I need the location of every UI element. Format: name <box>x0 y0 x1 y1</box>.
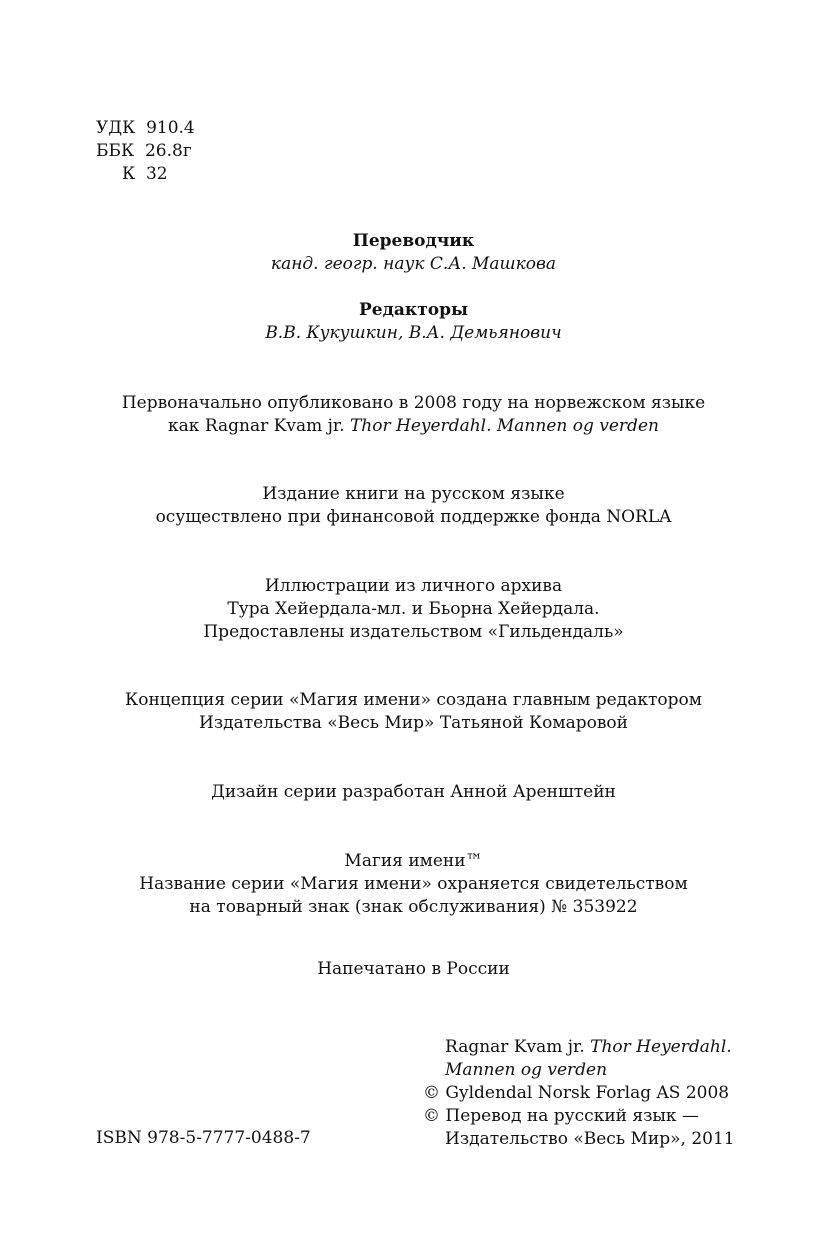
bbk-row <box>96 140 195 163</box>
translator-section <box>0 230 827 276</box>
copyright-original-title-1: Thor Heyerdahl. <box>590 1037 732 1057</box>
illustrations-line-2: Тура Хейердала-мл. и Бьорна Хейердала. <box>227 599 600 619</box>
support-line-1: Издание книги на русском языке <box>262 484 565 504</box>
editors-heading: Редакторы <box>358 300 469 320</box>
editors-names: В.В. Кукушкин, В.А. Демьянович <box>265 323 562 343</box>
udk-label: УДК <box>96 118 136 138</box>
copyright-block <box>423 1036 735 1151</box>
udk-row <box>96 117 195 140</box>
udk-value: 910.4 <box>146 118 195 138</box>
translator-heading: Переводчик <box>352 231 475 251</box>
printed-line-1: Напечатано в России <box>317 959 510 979</box>
series-design <box>0 781 827 804</box>
original-title: Thor Heyerdahl. Mannen og verden <box>349 416 659 436</box>
trademark-line-1: Магия имени™ <box>344 851 483 871</box>
author-mark-value: 32 <box>145 164 168 184</box>
isbn: ISBN 978-5-7777-0488-7 <box>96 1128 311 1148</box>
series-concept <box>0 689 827 735</box>
original-publication <box>0 392 827 438</box>
concept-line-1: Концепция серии «Магия имени» создана главным редактором <box>125 690 702 710</box>
classification-codes <box>96 117 195 186</box>
copyright-original-title-2: Mannen og verden <box>445 1060 608 1080</box>
original-line-1: Первоначально опубликовано в 2008 году на норвежском языке <box>121 393 706 413</box>
concept-line-2: Издательства «Весь Мир» Татьяной Комаровой <box>199 713 628 733</box>
bbk-value: 26.8г <box>144 141 192 161</box>
illustrations-line-3: Предоставлены издательством «Гильдендаль» <box>203 622 624 642</box>
support-line-2: осуществлено при финансовой поддержке фонда NORLA <box>155 507 672 527</box>
translation-copyright-2: Издательство «Весь Мир», 2011 <box>445 1129 735 1149</box>
editors-section <box>0 299 827 345</box>
original-author: как Ragnar Kvam jr. <box>168 416 350 436</box>
financial-support <box>0 483 827 529</box>
illustrations-line-1: Иллюстрации из личного архива <box>264 576 563 596</box>
illustrations-credit <box>0 575 827 644</box>
original-line-2 <box>0 415 827 438</box>
author-mark-row <box>96 163 195 186</box>
trademark-notice <box>0 850 827 919</box>
printed-in <box>0 958 827 981</box>
translator-name: канд. геогр. наук С.А. Машкова <box>270 254 557 274</box>
bbk-label: ББК <box>96 141 135 161</box>
publisher-copyright: © Gyldendal Norsk Forlag AS 2008 <box>423 1083 730 1103</box>
design-line-1: Дизайн серии разработан Анной Аренштейн <box>211 782 616 802</box>
copyright-original-author: Ragnar Kvam jr. <box>445 1037 591 1057</box>
author-mark-label: К <box>122 164 136 184</box>
trademark-line-2: Название серии «Магия имени» охраняется свидетельством <box>139 874 688 894</box>
translation-copyright-1: © Перевод на русский язык — <box>423 1106 699 1126</box>
copyright-original-line-1 <box>423 1036 735 1059</box>
trademark-line-3: на товарный знак (знак обслуживания) № 353922 <box>189 897 638 917</box>
